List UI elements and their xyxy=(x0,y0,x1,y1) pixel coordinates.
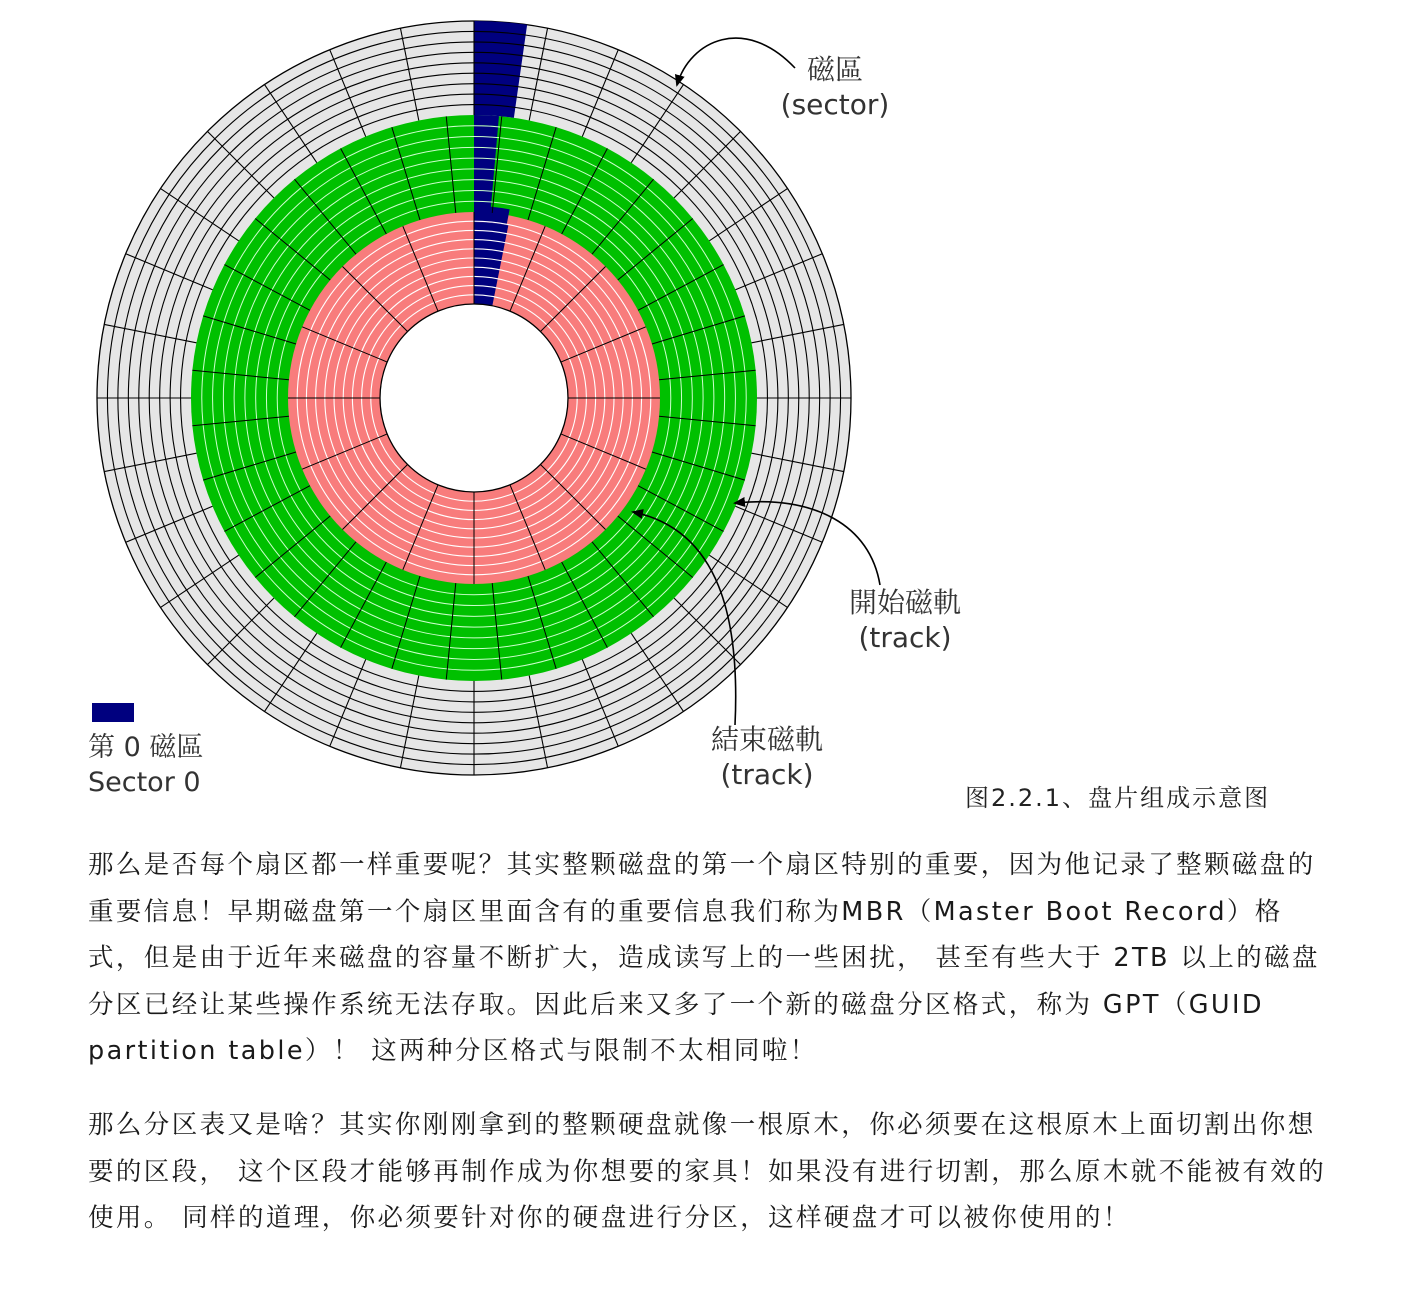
sector-0-step xyxy=(474,115,499,126)
start-track-label xyxy=(830,585,980,655)
platter xyxy=(97,21,851,775)
legend-label-en: Sector 0 xyxy=(88,767,201,799)
legend-swatch xyxy=(92,703,134,722)
end-track-label xyxy=(692,722,842,792)
paragraph-1: 那么是否每个扇区都一样重要呢？其实整颗磁盘的第一个扇区特别的重要，因为他记录了整颗磁盘的重要信息！早期磁盘第一个扇区里面含有的重要信息我们称为MBR（Master Boot Record）格式，但是由于近年来磁盘的容量不断扩大，造成读写上的一些困扰， 甚至有些大于 2TB 以上的磁盘分区已经让某些操作系统无法存取。因此后来又多了一个新的磁盘分区格式，称为 GPT（GUID partition table）！ 这两种分区格式与限制不太相同啦！ xyxy=(88,850,1320,1066)
sector-label-cn: 磁區 xyxy=(806,53,863,86)
legend xyxy=(88,703,203,800)
sector-label-en: (sector) xyxy=(780,88,890,121)
start-track-label-cn: 開始磁軌 xyxy=(848,586,961,619)
end-track-label-cn: 結束磁軌 xyxy=(710,723,823,756)
figure-caption: 图2.2.1、盘片组成示意图 xyxy=(965,784,1271,812)
legend-label-cn: 第 0 磁區 xyxy=(88,732,204,763)
spindle-hole xyxy=(380,304,568,492)
start-track-label-en: (track) xyxy=(858,621,952,654)
paragraph-2: 那么分区表又是啥？其实你刚刚拿到的整颗硬盘就像一根原木，你必须要在这根原木上面切割出你想要的区段， 这个区段才能够再制作成为你想要的家具！如果没有进行切割，那么原木就不能被有效的使用。 同样的道理，你必须要针对你的硬盘进行分区，这样硬盘才可以被你使用的！ xyxy=(88,1110,1327,1233)
sector-label xyxy=(770,52,900,122)
end-track-label-en: (track) xyxy=(720,758,814,791)
